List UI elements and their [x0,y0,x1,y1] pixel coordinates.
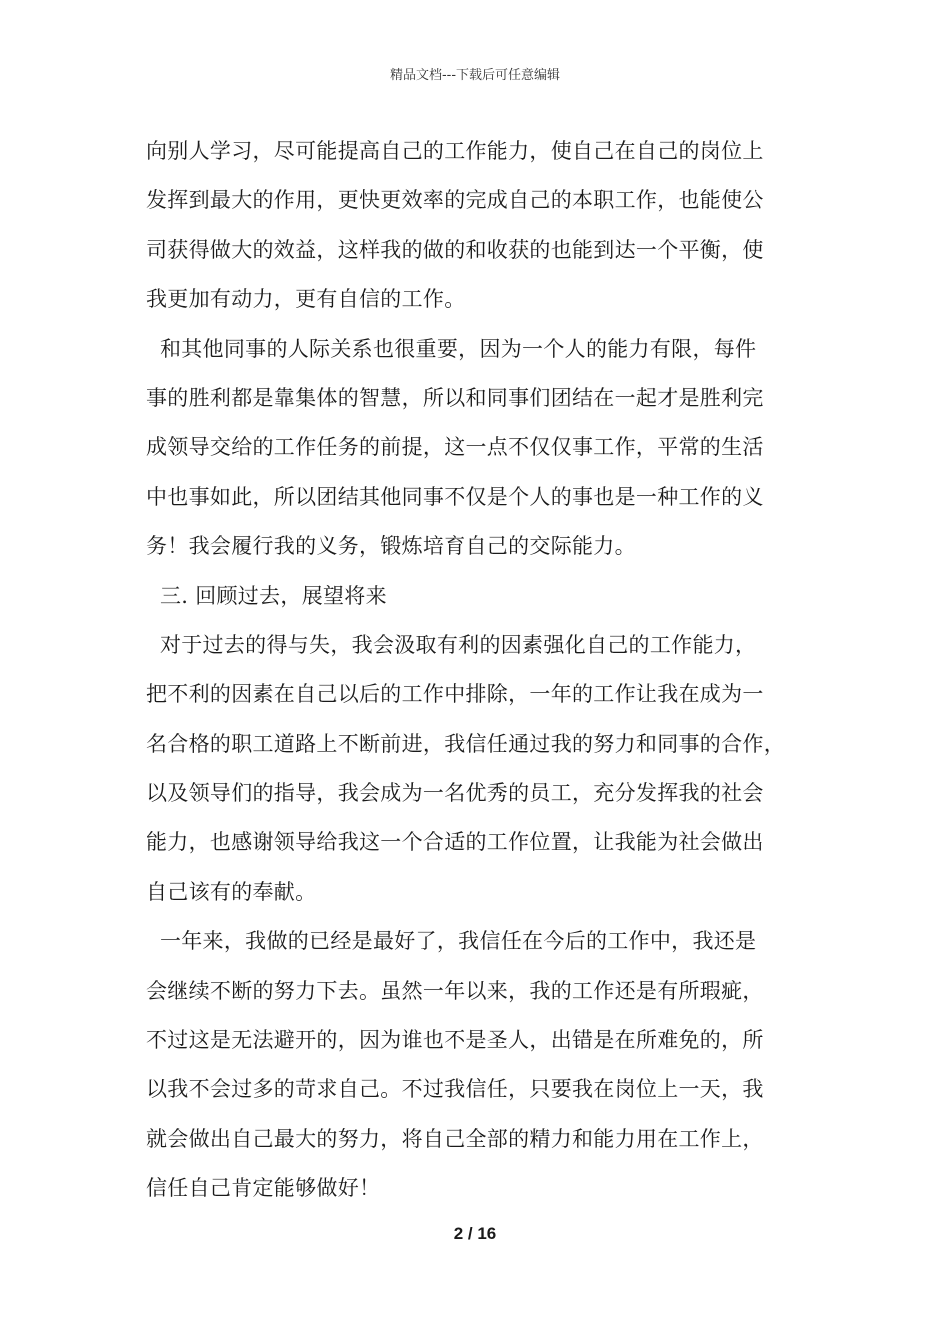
text-line: 会继续不断的努力下去。虽然一年以来，我的工作还是有所瑕疵， [146,978,764,1003]
text-line: 自己该有的奉献。 [146,879,317,904]
document-body [146,127,826,1214]
text-line: 能力，也感谢领导给我这一个合适的工作位置，让我能为社会做出 [146,830,764,855]
text-line: 成领导交给的工作任务的前提，这一点不仅仅事工作，平常的生活 [146,435,764,460]
section-heading: 三. 回顾过去，展望将来 [146,583,387,608]
text-line: 中也事如此，所以团结其他同事不仅是个人的事也是一种工作的义 [146,484,764,509]
text-line: 以我不会过多的苛求自己。不过我信任，只要我在岗位上一天，我 [146,1077,764,1102]
document-header: 精品文档---下载后可任意编辑 [389,68,561,83]
text-line: 事的胜利都是靠集体的智慧，所以和同事们团结在一起才是胜利完 [146,385,764,410]
text-line: 一年来，我做的已经是最好了，我信任在今后的工作中，我还是 [146,929,757,954]
text-line: 发挥到最大的作用，更快更效率的完成自己的本职工作，也能使公 [146,188,764,213]
text-line: 就会做出自己最大的努力，将自己全部的精力和能力用在工作上， [146,1126,764,1151]
text-line: 我更加有动力，更有自信的工作。 [146,287,466,312]
text-line: 名合格的职工道路上不断前进，我信任通过我的努力和同事的合作， [146,731,785,756]
text-line: 把不利的因素在自己以后的工作中排除，一年的工作让我在成为一 [146,682,764,707]
text-line: 不过这是无法避开的，因为谁也不是圣人，出错是在所难免的，所 [146,1028,764,1053]
text-line: 务！我会履行我的义务，锻炼培育自己的交际能力。 [146,534,636,559]
text-line: 和其他同事的人际关系也很重要，因为一个人的能力有限，每件 [146,336,757,361]
text-line: 以及领导们的指导，我会成为一名优秀的员工，充分发挥我的社会 [146,781,764,806]
text-line: 信任自己肯定能够做好！ [146,1176,381,1201]
text-line: 司获得做大的效益，这样我的做的和收获的也能到达一个平衡，使 [146,237,764,262]
text-line: 向别人学习，尽可能提高自己的工作能力，使自己在自己的岗位上 [146,139,764,163]
text-line: 对于过去的得与失，我会汲取有利的因素强化自己的工作能力， [146,632,757,657]
page-number: 2 / 16 [453,1224,497,1243]
